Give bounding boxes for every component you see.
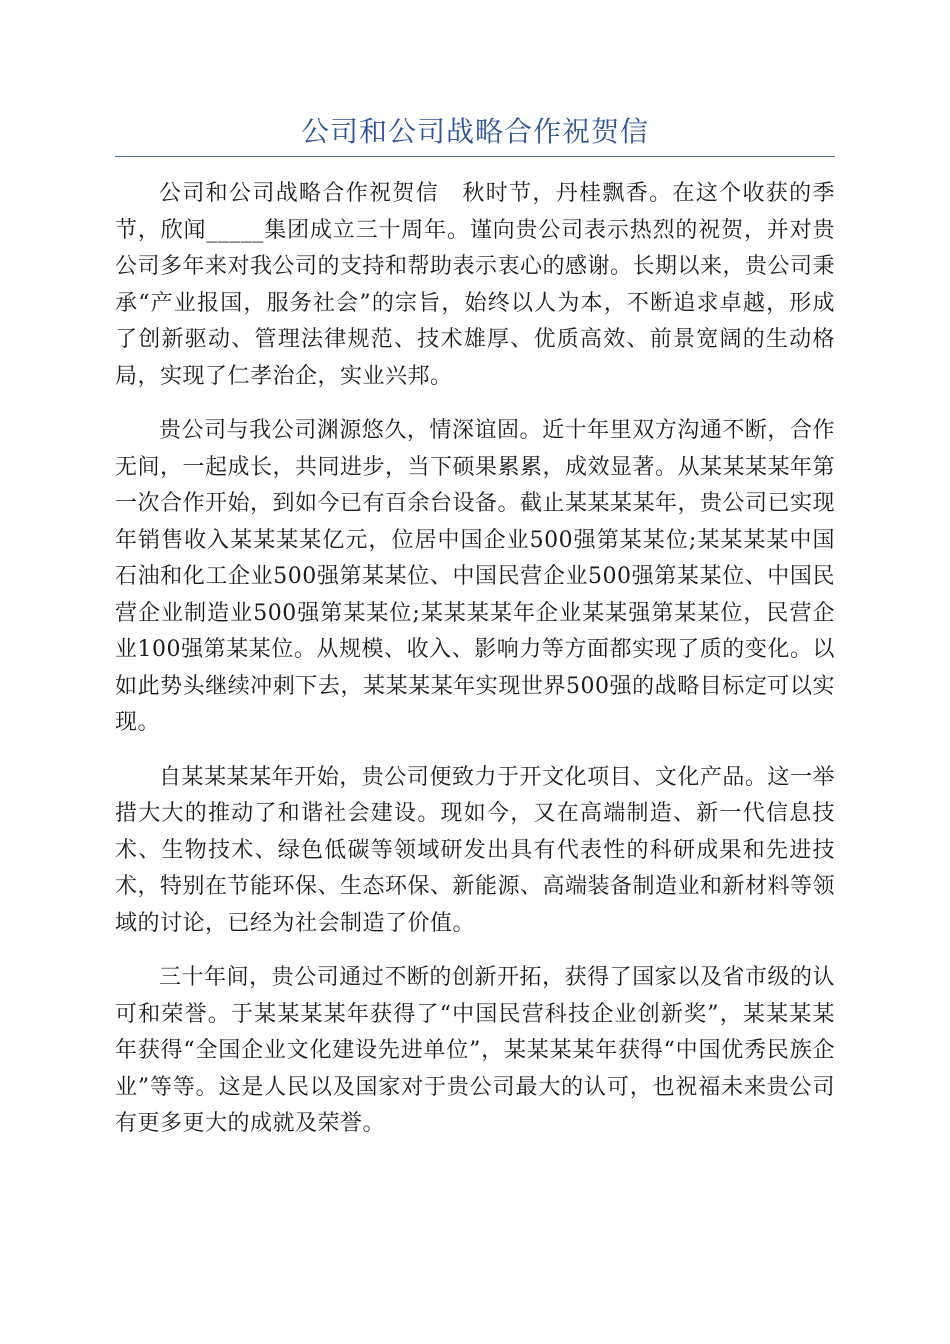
- document-body: [115, 176, 835, 1161]
- paragraph-2: 贵公司与我公司渊源悠久，情深谊固。近十年里双方沟通不断，合作无间，一起成长，共同进步，当下硕果累累，成效显著。从某某某某年第一次合作开始，到如今已有百余台设备。截止某某某某年，贵公司已实现年销售收入某某某某亿元，位居中国企业500强第某某位;某某某某中国石油和化工企业500强第某某位、中国民营企业500强第某某位、中国民营企业制造业500强第某某位;某某某某年企业某某强第某某位，民营企业100强第某某位。从规模、收入、影响力等方面都实现了质的变化。以如此势头继续冲刺下去，某某某某年实现世界500强的战略目标定可以实现。: [115, 418, 836, 735]
- paragraph-3: 自某某某某年开始，贵公司便致力于开文化项目、文化产品。这一举措大大的推动了和谐社会建设。现如今，又在高端制造、新一代信息技术、生物技术、绿色低碳等领域研发出具有代表性的科研成果和先进技术，特别在节能环保、生态环保、新能源、高端装备制造业和新材料等领域的讨论，已经为社会制造了价值。: [115, 764, 836, 936]
- paragraph-1: 公司和公司战略合作祝贺信 秋时节，丹桂飘香。在这个收获的季节，欣闻_____集团成立三十周年。谨向贵公司表示热烈的祝贺，并对贵公司多年来对我公司的支持和帮助表示衷心的感谢。长期以来，贵公司秉承“产业报国，服务社会”的宗旨，始终以人为本，不断追求卓越，形成了创新驱动、管理法律规范、技术雄厚、优质高效、前景宽阔的生动格局，实现了仁孝治企，实业兴邦。: [115, 181, 836, 389]
- paragraph-4: 三十年间，贵公司通过不断的创新开拓，获得了国家以及省市级的认可和荣誉。于某某某某年获得了“中国民营科技企业创新奖”，某某某某年获得“全国企业文化建设先进单位”，某某某某年获得“中国优秀民族企业”等等。这是人民以及国家对于贵公司最大的认可，也祝福未来贵公司有更多更大的成就及荣誉。: [115, 965, 835, 1136]
- document-title: 公司和公司战略合作祝贺信: [300, 115, 649, 148]
- title-block: [115, 112, 835, 157]
